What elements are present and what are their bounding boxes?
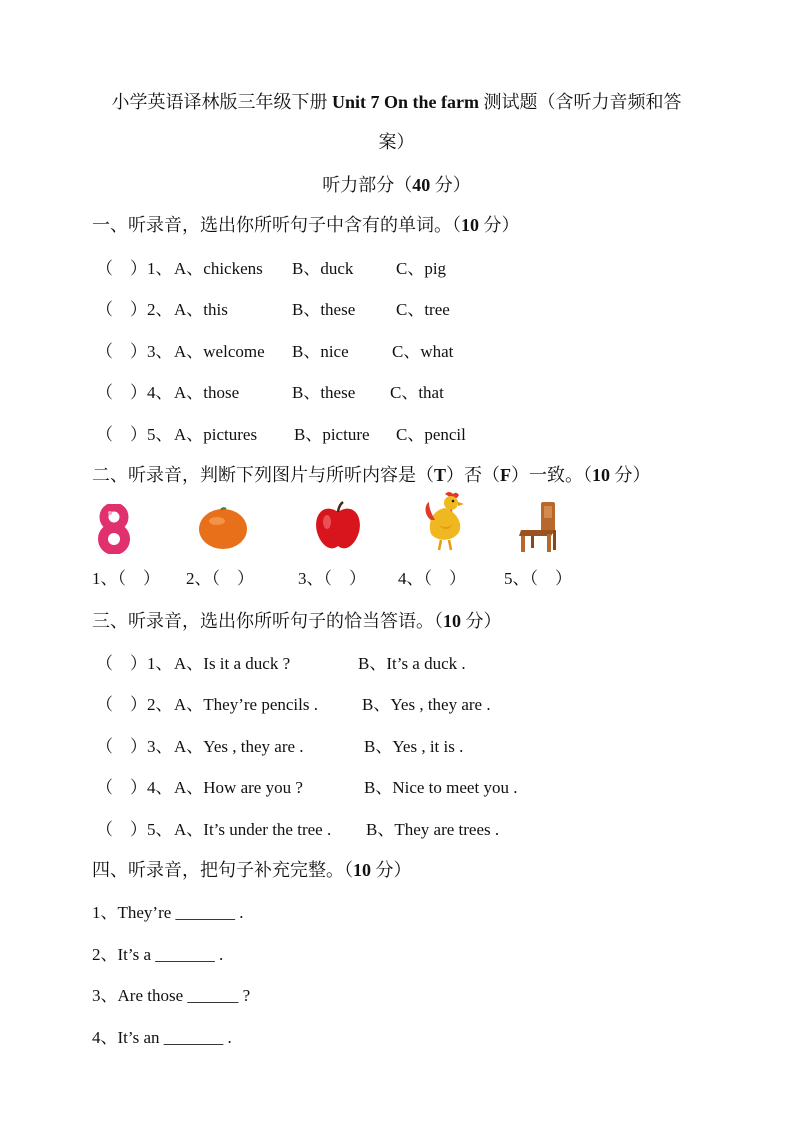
page-title bbox=[0, 88, 793, 114]
title-prefix: 小学英语译林版三年级下册 bbox=[111, 92, 332, 112]
item-number: （ ）4、 bbox=[96, 383, 173, 402]
section4-score: 10 bbox=[353, 860, 371, 880]
item-number: （ ）5、 bbox=[96, 425, 173, 444]
section4-item-1[interactable]: 1、They’re _______ . bbox=[92, 903, 244, 922]
listening-header bbox=[0, 171, 793, 197]
item-number: （ ）2、 bbox=[96, 695, 173, 714]
section2-heading-mid2: ）一致。（ bbox=[511, 465, 593, 485]
option-c: C、pig bbox=[396, 259, 447, 278]
option-b: B、these bbox=[292, 300, 356, 319]
section4-item-4[interactable]: 4、It’s an _______ . bbox=[92, 1028, 232, 1047]
option-c: C、pencil bbox=[396, 425, 466, 444]
title-suffix: 测试题（含听力音频和答 bbox=[479, 92, 682, 112]
option-c: C、what bbox=[392, 342, 454, 361]
option-a: A、It’s under the tree . bbox=[174, 820, 332, 839]
option-a: A、this bbox=[174, 300, 228, 319]
option-c: C、that bbox=[390, 383, 444, 402]
section1-heading-text: 一、听录音，选出你所听句子中含有的单词。（ bbox=[92, 215, 461, 235]
option-b: B、these bbox=[292, 383, 356, 402]
section4-heading-text: 四、听录音，把句子补充完整。（ bbox=[92, 860, 353, 880]
listening-header-unit: 分） bbox=[430, 175, 471, 195]
item-number: （ ）4、 bbox=[96, 778, 173, 797]
option-b: B、Yes , they are . bbox=[362, 695, 491, 714]
item-number: （ ）1、 bbox=[96, 654, 173, 673]
section4-item-2[interactable]: 2、It’s a _______ . bbox=[92, 945, 224, 964]
section2-heading bbox=[92, 461, 651, 487]
listening-header-text: 听力部分（ bbox=[322, 175, 413, 195]
section1-heading bbox=[92, 211, 520, 237]
answer-blank-3[interactable]: 3、（ ） bbox=[298, 569, 366, 588]
chair-icon bbox=[517, 500, 561, 554]
section1-score: 10 bbox=[461, 215, 479, 235]
option-a: A、pictures bbox=[174, 425, 258, 444]
option-b: B、They are trees . bbox=[366, 820, 500, 839]
item-number: （ ）3、 bbox=[96, 737, 173, 756]
answer-blank-2[interactable]: 2、（ ） bbox=[186, 569, 254, 588]
section3-heading-unit: 分） bbox=[461, 611, 502, 631]
section2-answer-row bbox=[92, 564, 692, 586]
false-mark: F bbox=[500, 465, 512, 485]
answer-blank-1[interactable]: 1、（ ） bbox=[92, 569, 160, 588]
option-b: B、nice bbox=[292, 342, 349, 361]
item-number: （ ）5、 bbox=[96, 820, 173, 839]
section2-heading-mid: ）否（ bbox=[446, 465, 501, 485]
section3-heading-text: 三、听录音，选出你所听句子的恰当答语。（ bbox=[92, 611, 443, 631]
option-c: C、tree bbox=[396, 300, 450, 319]
title-unit: Unit 7 On the farm bbox=[332, 92, 479, 112]
rooster-icon bbox=[423, 490, 469, 552]
true-mark: T bbox=[434, 465, 447, 485]
option-a: A、chickens bbox=[174, 259, 263, 278]
answer-blank-5[interactable]: 5、（ ） bbox=[504, 569, 572, 588]
section4-heading bbox=[92, 856, 412, 882]
option-a: A、How are you ? bbox=[174, 778, 303, 797]
option-b: B、Yes , it is . bbox=[364, 737, 464, 756]
page-title-line2: 案） bbox=[378, 132, 415, 152]
option-b: B、picture bbox=[294, 425, 370, 444]
section1-heading-unit: 分） bbox=[479, 215, 520, 235]
listening-score: 40 bbox=[412, 175, 431, 195]
section4-item-3[interactable]: 3、Are those ______ ? bbox=[92, 986, 251, 1005]
option-a: A、welcome bbox=[174, 342, 265, 361]
section4-heading-unit: 分） bbox=[371, 860, 412, 880]
apple-icon bbox=[313, 500, 363, 552]
section3-heading bbox=[92, 607, 502, 633]
option-b: B、Nice to meet you . bbox=[364, 778, 518, 797]
option-a: A、Yes , they are . bbox=[174, 737, 304, 756]
number-eight-icon bbox=[93, 504, 135, 554]
option-a: A、They’re pencils . bbox=[174, 695, 318, 714]
option-b: B、duck bbox=[292, 259, 354, 278]
section3-score: 10 bbox=[443, 611, 461, 631]
item-number: （ ）1、 bbox=[96, 259, 173, 278]
orange-icon bbox=[197, 506, 249, 550]
option-a: A、those bbox=[174, 383, 240, 402]
option-b: B、It’s a duck . bbox=[358, 654, 466, 673]
item-number: （ ）2、 bbox=[96, 300, 173, 319]
section2-score: 10 bbox=[592, 465, 611, 485]
answer-blank-4[interactable]: 4、（ ） bbox=[398, 569, 466, 588]
section2-heading-text: 二、听录音，判断下列图片与所听内容是（ bbox=[92, 465, 434, 485]
section2-heading-unit: 分） bbox=[610, 465, 651, 485]
option-a: A、Is it a duck ? bbox=[174, 654, 291, 673]
item-number: （ ）3、 bbox=[96, 342, 173, 361]
